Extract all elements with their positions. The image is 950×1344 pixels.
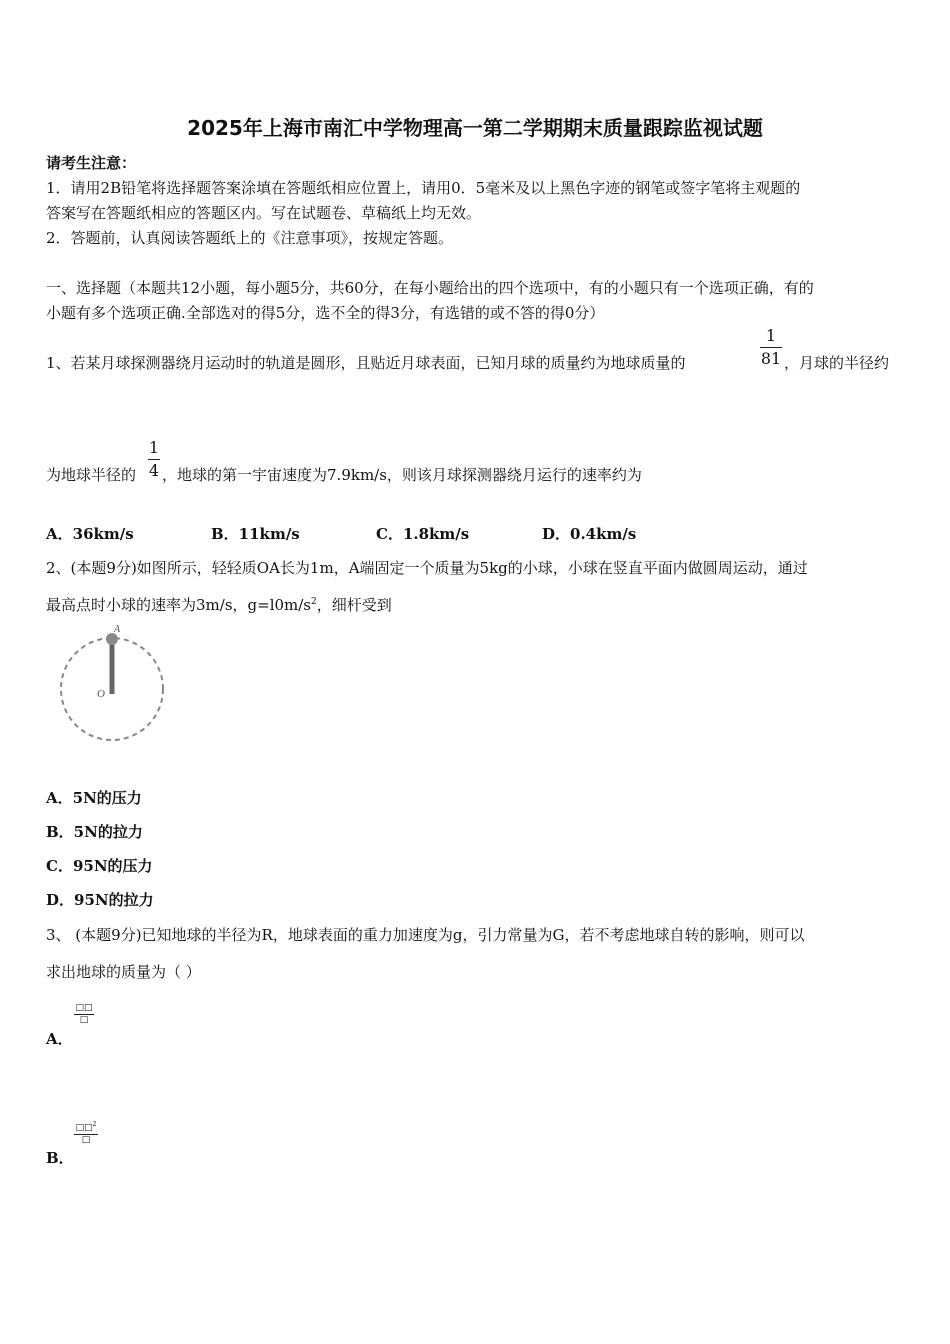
q1-option-d[interactable]: D．0.4km/s — [542, 525, 637, 543]
q3-option-b-fraction — [74, 1122, 98, 1145]
q3-option-b-numerator: □□$^2$ — [75, 1121, 97, 1133]
q3-option-b-denominator: □ — [81, 1135, 91, 1145]
q3-option-a[interactable]: A． — [46, 1030, 73, 1048]
notice-heading: 请考生注意： — [46, 154, 137, 172]
q2-option-c[interactable]: C．95N的压力 — [46, 857, 153, 875]
q2-text-line-2-a: 最高点时小球的速率为3m/s，g=l0m/s — [46, 596, 312, 614]
q2-option-a[interactable]: A．5N的压力 — [46, 789, 142, 807]
notice-item-1-line-2: 答案写在答题纸相应的答题区内。写在试题卷、草稿纸上均无效。 — [46, 204, 482, 222]
q1-option-c[interactable]: C．1.8km/s — [376, 525, 470, 543]
q3-option-b[interactable]: B． — [46, 1149, 74, 1167]
q1-fraction-1-denominator: 81 — [760, 349, 782, 368]
q3-option-a-fraction — [74, 1004, 94, 1025]
label-a: A — [114, 624, 121, 635]
q1-fraction-1 — [760, 328, 782, 367]
q3-option-a-denominator: □ — [79, 1015, 89, 1025]
q3-text-line-1: 3、 (本题9分)已知地球的半径为R，地球表面的重力加速度为g，引力常量为G，若不考虑地球自转的影响，则可以 — [46, 926, 805, 944]
q2-text-line-2 — [46, 594, 392, 615]
label-o: O — [97, 688, 105, 700]
q1-text-c: 为地球半径的 — [46, 466, 137, 484]
q1-text-a: 1、若某月球探测器绕月运动时的轨道是圆形，且贴近月球表面，已知月球的质量约为地球质量的 — [46, 354, 686, 372]
q2-text-line-2-b: ，细杆受到 — [316, 596, 392, 614]
q2-option-d[interactable]: D．95N的拉力 — [46, 891, 154, 909]
q2-option-b[interactable]: B．5N的拉力 — [46, 823, 143, 841]
q2-text-line-1: 2、(本题9分)如图所示，轻轻质OA长为1m，A端固定一个质量为5kg的小球，小球在竖直平面内做圆周运动，通过 — [46, 559, 808, 577]
q1-fraction-2-denominator: 4 — [148, 461, 160, 480]
section-heading-line-2: 小题有多个选项正确.全部选对的得5分，选不全的得3分，有选错的或不答的得0分） — [46, 304, 605, 322]
notice-item-1-line-1: 1．请用2B铅笔将选择题答案涂填在答题纸相应位置上，请用0．5毫米及以上黑色字迹的钢笔或签字笔将主观题的 — [46, 179, 801, 197]
page-title: 2025年上海市南汇中学物理高一第二学期期末质量跟踪监视试题 — [187, 116, 763, 140]
q1-option-b[interactable]: B．11km/s — [211, 525, 300, 543]
q3-text-line-2: 求出地球的质量为（ ） — [46, 963, 201, 981]
q1-fraction-1-numerator: 1 — [765, 326, 777, 345]
q1-fraction-2 — [148, 440, 160, 479]
q2-superscript: 2 — [311, 597, 317, 607]
q2-circular-motion-figure — [55, 622, 170, 747]
q1-text-d: ，地球的第一宇宙速度为7.9km/s，则该月球探测器绕月运行的速率约为 — [162, 466, 642, 484]
rod — [110, 640, 115, 694]
q1-text-b: ，月球的半径约 — [784, 354, 890, 372]
q1-fraction-2-numerator: 1 — [148, 438, 160, 457]
q3-option-a-numerator: □□ — [75, 1003, 93, 1013]
section-heading-line-1: 一、选择题（本题共12小题，每小题5分，共60分，在每小题给出的四个选项中，有的小题只有一个选项正确，有的 — [46, 279, 814, 297]
notice-item-2: 2．答题前，认真阅读答题纸上的《注意事项》，按规定答题。 — [46, 229, 454, 247]
q1-option-a[interactable]: A．36km/s — [46, 525, 134, 543]
